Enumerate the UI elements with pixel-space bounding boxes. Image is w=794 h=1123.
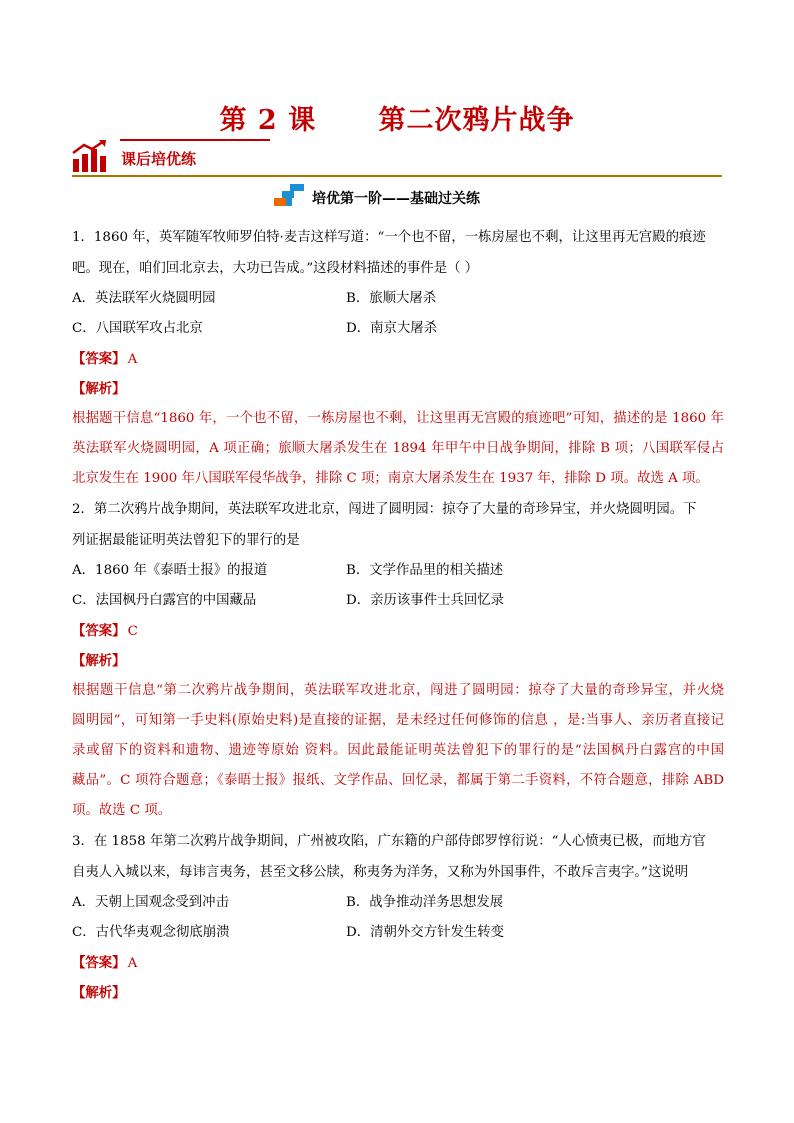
option-d: D．南京大屠杀	[346, 321, 438, 336]
option-b: B．战争推动洋务思想发展	[346, 895, 504, 910]
analysis-label: 【解析】	[72, 381, 126, 397]
lesson-title: 第 2 课 第二次鸦片战争	[219, 105, 575, 136]
question-stem-line: 2．第二次鸦片战争期间，英法联军攻进北京，闯进了圆明园：掠夺了大量的奇珍异宝，并火烧圆明园。下	[72, 502, 697, 517]
option-d: D．亲历该事件士兵回忆录	[346, 593, 505, 608]
answer-value: A	[127, 352, 138, 367]
banner-top-rule	[120, 139, 270, 141]
analysis-line: 根据题干信息“第二次鸦片战争期间，英法联军攻进北京，闯进了圆明园：掠夺了大量的奇珍异宝，并火烧	[72, 683, 724, 698]
option-c: C．法国枫丹白露宫的中国藏品	[72, 593, 257, 608]
bar-chart-growth-icon	[72, 139, 108, 173]
answer-value: C	[127, 624, 138, 639]
analysis-line: 录或留下的资料和遗物、遗迹等原始 资料。因此最能证明英法曾犯下的罪行的是“法国枫丹白露宫的中国	[72, 743, 724, 758]
question-stem-line: 3．在 1858 年第二次鸦片战争期间，广州被攻陷，广东籍的户部侍郎罗惇衍说：“人心愤夷已极，而地方官	[72, 834, 706, 849]
option-a: A．英法联军火烧圆明园	[72, 291, 216, 306]
question-stem-line: 1．1860 年，英军随军牧师罗伯特·麦吉这样写道：“一个也不留，一栋房屋也不剩，让这里再无宫殿的痕迹	[72, 230, 706, 245]
option-b: B．旅顺大屠杀	[346, 291, 437, 306]
answer-row	[72, 344, 724, 374]
answer-label: 【答案】	[72, 955, 126, 971]
option-c: C．古代华夷观念彻底崩溃	[72, 925, 230, 940]
section-banner	[72, 136, 722, 178]
answer-value: A	[127, 956, 138, 971]
section-label: 培优第一阶——基础过关练	[312, 191, 480, 207]
question-stem-line: 自夷人入城以来，每讳言夷务，甚至文移公牍，称夷务为洋务，又称为外国事件，不敢斥言夷字。”这说明	[72, 865, 689, 880]
analysis-label: 【解析】	[72, 653, 126, 669]
option-b: B．文学作品里的相关描述	[346, 563, 504, 578]
analysis-line: 根据题干信息“1860 年，一个也不留，一栋房屋也不剩，让这里再无宫殿的痕迹吧”可知，描述的是 1860 年	[72, 411, 724, 426]
question-2	[72, 494, 724, 826]
question-stem-line: 吧。现在，咱们回北京去，大功已告成。”这段材料描述的事件是（ ）	[72, 261, 479, 276]
option-a: A．1860 年《泰晤士报》的报道	[72, 563, 268, 578]
analysis-label: 【解析】	[72, 985, 126, 1001]
section-heading	[0, 180, 794, 210]
question-list	[72, 222, 724, 1008]
answer-label: 【答案】	[72, 623, 126, 639]
analysis-line: 藏品”。C 项符合题意；《泰晤士报》报纸、文学作品、回忆录，都属于第二手资料，不符合题意，排除 ABD	[72, 773, 724, 788]
analysis-line: 北京发生在 1900 年八国联军侵华战争，排除 C 项；南京大屠杀发生在 1937 年，排除 D 项。故选 A 项。	[72, 471, 709, 486]
answer-label: 【答案】	[72, 351, 126, 367]
banner-bottom-rule	[72, 175, 722, 177]
answer-row	[72, 616, 724, 646]
option-c: C．八国联军攻占北京	[72, 321, 203, 336]
banner-label: 课后培优练	[121, 150, 197, 168]
question-stem-line: 列证据最能证明英法曾犯下的罪行的是	[72, 533, 300, 548]
analysis-line: 项。故选 C 项。	[72, 803, 172, 818]
option-a: A．天朝上国观念受到冲击	[72, 895, 229, 910]
answer-row	[72, 948, 724, 978]
question-3	[72, 826, 724, 1008]
question-1	[72, 222, 724, 494]
option-d: D．清朝外交方针发生转变	[346, 925, 505, 940]
analysis-line: 英法联军火烧圆明园，A 项正确；旅顺大屠杀发生在 1894 年甲午中日战争期间，排除 B 项；八国联军侵占	[72, 441, 724, 456]
analysis-line: 圆明园”，可知第一手史料(原始史料)是直接的证据，是未经过任何修饰的信息 ，是:当事人、亲历者直接记	[72, 713, 724, 728]
stairs-icon	[272, 182, 308, 208]
